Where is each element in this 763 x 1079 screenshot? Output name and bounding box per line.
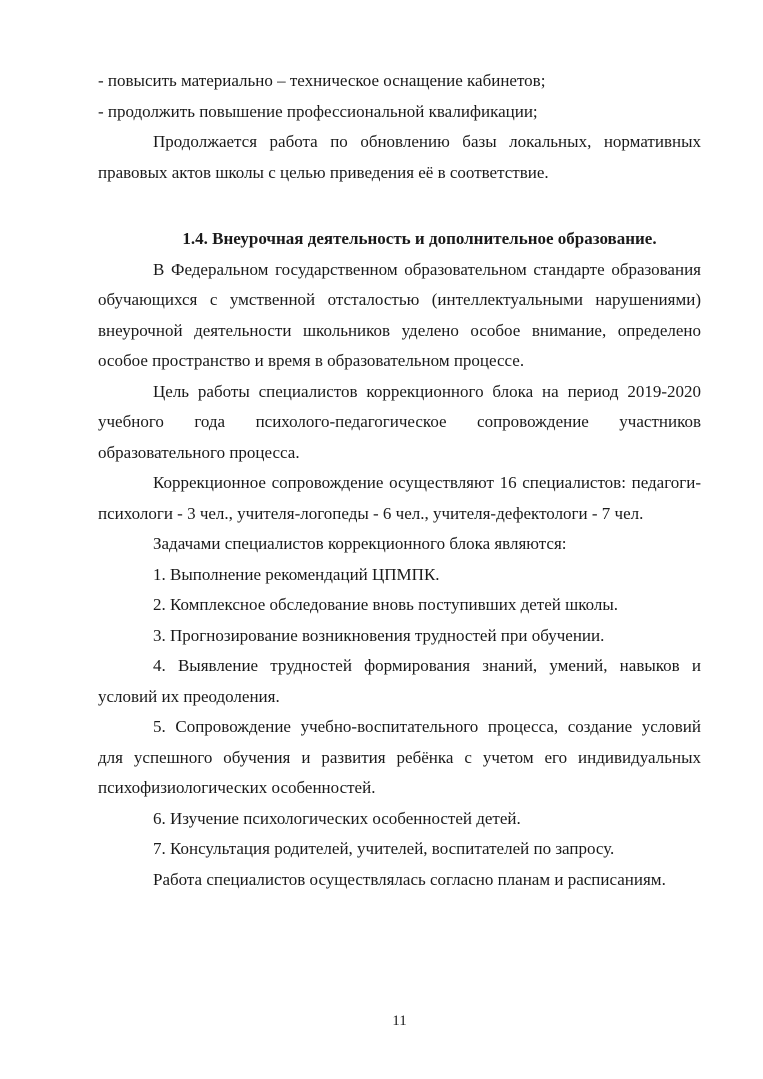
paragraph: Цель работы специалистов коррекционного блока на период 2019-2020 учебного года психолого-педагогическое сопровождение участников образовательного процесса. [98, 381, 701, 462]
list-item: 5. Сопровождение учебно-воспитательного процесса, создание условий для успешного обучения и развития ребёнка с учетом его индивидуальных психофизиологических особенностей. [98, 717, 701, 797]
section-heading: 1.4. Внеурочная деятельность и дополнительное образование. [182, 229, 657, 248]
list-item: 3. Прогнозирование возникновения трудностей при обучении. [153, 625, 605, 645]
list-item: 7. Консультация родителей, учителей, воспитателей по запросу. [153, 839, 615, 858]
list-item: 6. Изучение психологических особенностей детей. [153, 808, 521, 828]
bullet-item: - повысить материально – техническое оснащение кабинетов; [98, 71, 546, 90]
list-item: 4. Выявление трудностей формирования знаний, умений, навыков и условий их преодоления. [98, 656, 701, 706]
paragraph: В Федеральном государственном образовательном стандарте образования обучающихся с умственной отсталостью (интеллектуальными нарушениями) внеурочной деятельности школьников уделено особое внимание, определено особое пространство и время в образовательном процессе. [98, 259, 701, 370]
paragraph: Задачами специалистов коррекционного блока являются: [153, 534, 567, 553]
paragraph: Работа специалистов осуществлялась согласно планам и расписаниям. [153, 869, 666, 889]
page-number: 11 [392, 1013, 407, 1029]
paragraph: Продолжается работа по обновлению базы локальных, нормативных правовых актов школы с целью приведения её в соответствие. [98, 132, 701, 182]
bullet-item: - продолжить повышение профессиональной квалификации; [98, 101, 538, 121]
list-item: 1. Выполнение рекомендаций ЦПМПК. [153, 564, 440, 584]
list-item: 2. Комплексное обследование вновь поступивших детей школы. [153, 595, 619, 614]
paragraph: Коррекционное сопровождение осуществляют 16 специалистов: педагоги-психологи - 3 чел., учителя-логопеды - 6 чел., учителя-дефектологи - 7 чел. [98, 473, 701, 523]
